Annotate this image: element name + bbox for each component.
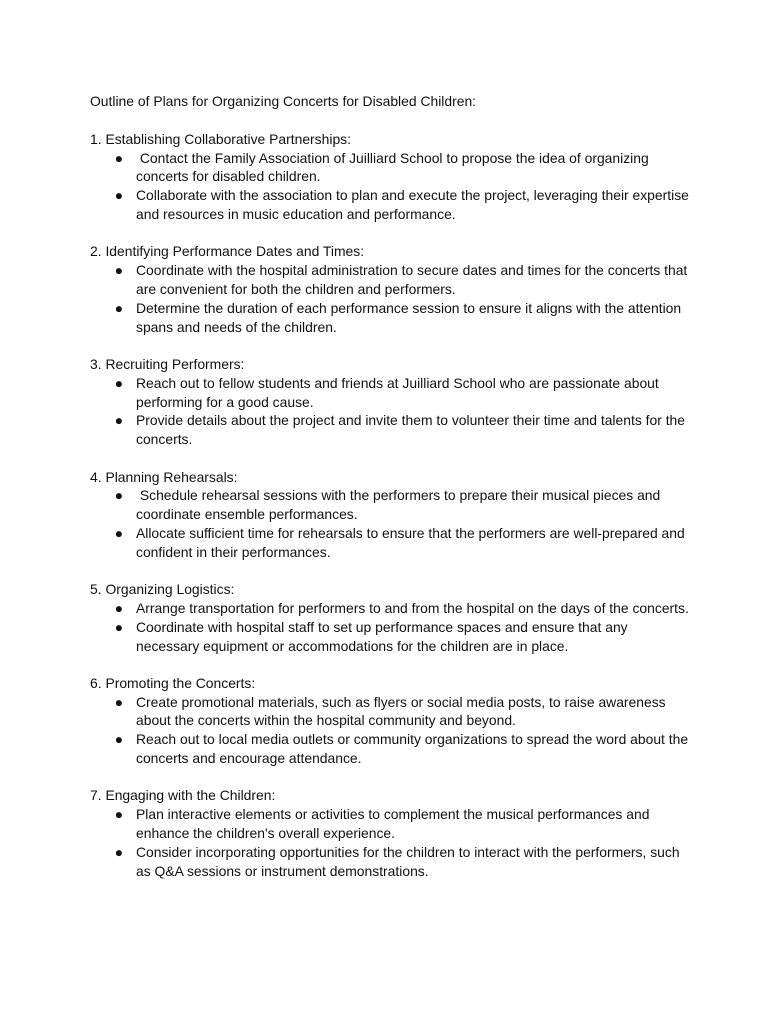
section-heading: 4. Planning Rehearsals:: [90, 468, 238, 485]
bullet-list: [90, 486, 690, 561]
section-rehearsals: [90, 468, 690, 562]
bullet-icon: ●: [114, 618, 124, 635]
bullet-list: [90, 805, 690, 880]
bullet-text: Schedule rehearsal sessions with the performers to prepare their musical pieces and coordinate ensemble performances.: [136, 487, 665, 523]
bullet-list: [90, 374, 690, 449]
list-item: [90, 374, 690, 412]
bullet-text: Contact the Family Association of Juilliard School to propose the idea of organizing concerts for disabled children.: [136, 149, 653, 185]
list-item: [90, 149, 690, 187]
bullet-icon: ●: [114, 731, 124, 748]
list-item: [90, 693, 690, 731]
section-heading: 7. Engaging with the Children:: [90, 787, 276, 804]
bullet-icon: ●: [114, 524, 124, 541]
bullet-text: Coordinate with hospital staff to set up performance spaces and ensure that any necessary equipment or accommodations for the children are in place.: [136, 618, 628, 654]
section-partnerships: [90, 130, 690, 224]
bullet-text: Consider incorporating opportunities for the children to interact with the performers, such as Q&A sessions or instrument demonstrations.: [136, 843, 680, 879]
bullet-list: [90, 599, 690, 655]
list-item: [90, 618, 690, 656]
bullet-icon: ●: [114, 487, 124, 504]
list-item: [90, 730, 690, 768]
bullet-text: Allocate sufficient time for rehearsals to ensure that the performers are well-prepared and confident in their performances.: [136, 524, 685, 560]
bullet-icon: ●: [114, 412, 124, 429]
list-item: [90, 186, 690, 224]
section-recruiting: [90, 355, 690, 449]
bullet-icon: ●: [114, 599, 124, 616]
list-item: [90, 411, 690, 449]
document-page: [90, 92, 690, 899]
list-item: [90, 524, 690, 562]
section-promoting: [90, 674, 690, 768]
section-engaging: [90, 786, 690, 880]
section-dates-times: [90, 242, 690, 336]
bullet-text: Coordinate with the hospital administration to secure dates and times for the concerts that are convenient for both the children and performers.: [136, 262, 688, 297]
bullet-icon: ●: [114, 806, 124, 823]
bullet-text: Determine the duration of each performance session to ensure it aligns with the attention spans and needs of the children.: [136, 299, 682, 335]
list-item: [90, 599, 690, 618]
section-heading: 1. Establishing Collaborative Partnerships:: [90, 130, 351, 147]
section-logistics: [90, 580, 690, 655]
list-item: [90, 261, 690, 299]
list-item: [90, 486, 690, 524]
section-heading: 5. Organizing Logistics:: [90, 581, 235, 598]
bullet-text: Create promotional materials, such as flyers or social media posts, to raise awareness about the concerts within the hospital community and beyond.: [136, 693, 666, 729]
list-item: [90, 805, 690, 843]
bullet-list: [90, 149, 690, 224]
bullet-text: Provide details about the project and invite them to volunteer their time and talents for the concerts.: [136, 412, 685, 448]
bullet-icon: ●: [114, 693, 124, 710]
bullet-icon: ●: [114, 149, 124, 166]
bullet-icon: ●: [114, 374, 124, 391]
section-heading: 6. Promoting the Concerts:: [90, 674, 256, 691]
bullet-text: Plan interactive elements or activities to complement the musical performances and enhance the children's overall experience.: [136, 806, 650, 842]
section-heading: 3. Recruiting Performers:: [90, 355, 245, 372]
section-heading: 2. Identifying Performance Dates and Times:: [90, 243, 365, 260]
bullet-list: [90, 693, 690, 768]
bullet-text: Reach out to fellow students and friends at Juilliard School who are passionate about performing for a good cause.: [136, 374, 659, 410]
bullet-text: Collaborate with the association to plan and execute the project, leveraging their expertise and resources in music education and performance.: [136, 187, 689, 222]
bullet-text: Arrange transportation for performers to and from the hospital on the days of the concerts.: [136, 599, 689, 616]
list-item: [90, 299, 690, 337]
bullet-text: Reach out to local media outlets or community organizations to spread the word about the concerts and encourage attendance.: [136, 731, 689, 767]
bullet-icon: ●: [114, 843, 124, 860]
list-item: [90, 843, 690, 881]
bullet-list: [90, 261, 690, 336]
bullet-icon: ●: [114, 299, 124, 316]
bullet-icon: ●: [114, 187, 124, 204]
document-title: Outline of Plans for Organizing Concerts for Disabled Children:: [90, 93, 477, 109]
bullet-icon: ●: [114, 262, 124, 279]
